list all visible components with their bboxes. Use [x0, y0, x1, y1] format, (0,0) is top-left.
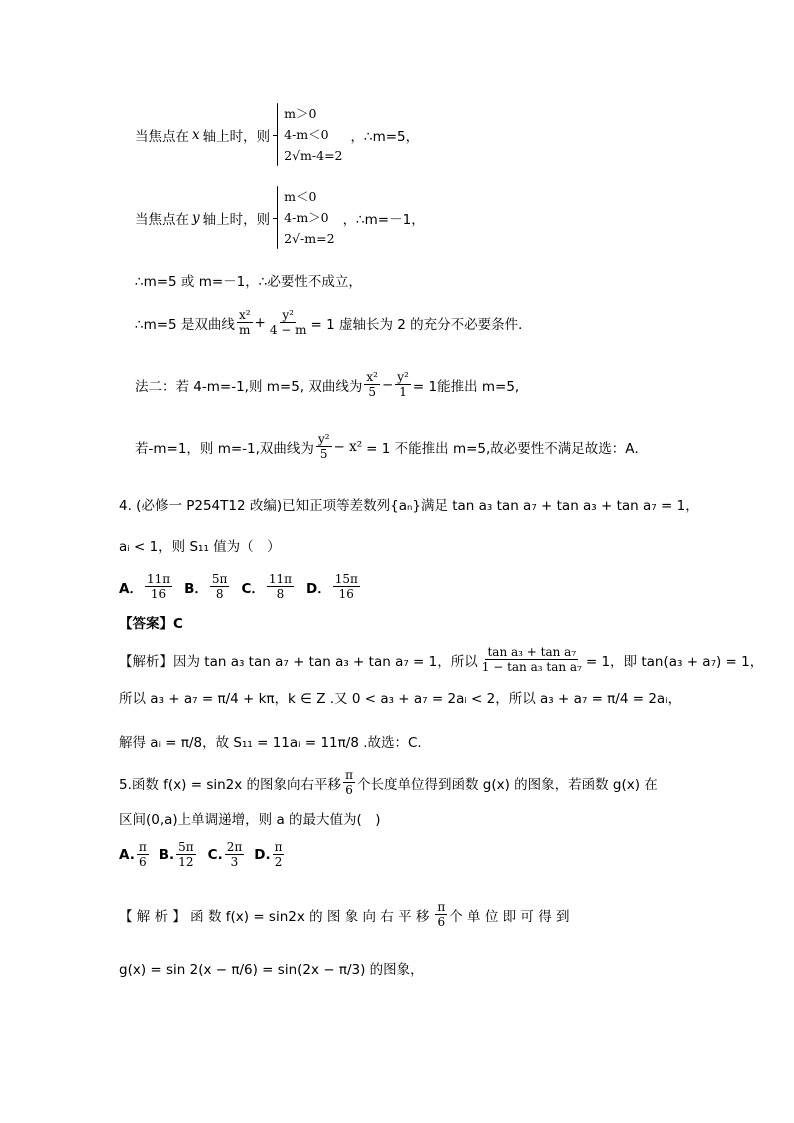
q4-option-c-label: C． [241, 580, 265, 597]
q5-option-d-label: D. [254, 846, 271, 863]
q5-analysis-fraction: $\frac{\pi}{6}$ [437, 900, 446, 929]
q5-stem-1-post: 个长度单位得到函数 g(x) 的图象，若函数 g(x) 在 [356, 776, 658, 793]
q4-option-b[interactable]: $\frac{5\pi}{8}$ [211, 572, 228, 601]
hyperbola-line-1 [135, 308, 532, 337]
fraction-x2-m: $\frac{\text{x²}}{m}$ [238, 308, 251, 337]
q4-analysis-2 [119, 687, 681, 707]
system-row: 2√-m=2 [284, 231, 335, 246]
equation-system-x [274, 103, 342, 166]
q4-stem-2-text: aᵢ < 1，则 S₁₁ 值为（ ） [119, 539, 281, 555]
left-brace-icon [274, 186, 280, 249]
system-row: m＜0 [284, 189, 317, 204]
q4-options [119, 572, 362, 601]
q4-analysis-fraction: $\frac{\text{tan a₃ + tan a₇}}{\text{1 − tan a₃ tan a₇}}$ [481, 645, 582, 674]
case-x-tail: ，∴m=5， [350, 128, 420, 145]
case-y-axis-line [135, 186, 425, 249]
plus-sign: + [254, 314, 266, 331]
q5-option-d[interactable]: $\frac{\pi}{2}$ [274, 840, 283, 869]
q5-analysis-2 [119, 958, 424, 978]
system-row: 4-m＞0 [284, 210, 329, 225]
q4-analysis-1-post: = 1，即 tan(a₃ + a₇) = 1， [585, 653, 764, 670]
q4-analysis-2-text: 所以 a₃ + a₇ = π/4 + kπ，k ∈ Z .又 0 < a₃ + a₇ = 2aᵢ < 2，所以 a₃ + a₇ = π/4 = 2aᵢ， [119, 691, 682, 707]
q5-analysis-1-post: 个 单 位 即 可 得 到 [449, 908, 570, 925]
minus-x2: − x² [333, 438, 363, 455]
q4-analysis-3 [119, 731, 422, 751]
q4-option-d[interactable]: $\frac{15\pi}{16}$ [334, 572, 358, 601]
var-x: x [192, 126, 200, 143]
q4-option-c[interactable]: $\frac{11\pi}{8}$ [268, 572, 293, 601]
method-two-line [135, 370, 519, 399]
fraction-y2-5: $\frac{\text{y²}}{5}$ [317, 432, 330, 461]
case-x-pre: 当焦点在 [135, 128, 189, 145]
fraction-y2-1: $\frac{\text{y²}}{1}$ [397, 370, 409, 399]
case-x-axis-line [135, 103, 419, 166]
q5-option-c-label: C. [207, 846, 223, 863]
negative-case-post: = 1 不能推出 m=5,故必要性不满足故选：A． [366, 440, 649, 457]
fraction-x2-5: $\frac{\text{x²}}{5}$ [366, 370, 378, 399]
case-x-post: 轴上时，则 [202, 128, 271, 145]
q4-option-a[interactable]: $\frac{11\pi}{16}$ [146, 572, 171, 601]
q4-stem [119, 494, 699, 514]
conclusion-line [135, 270, 362, 290]
case-y-pre: 当焦点在 [135, 211, 189, 228]
negative-case-pre: 若-m=1，则 m=-1,双曲线为 [135, 440, 314, 457]
q5-stem-2 [119, 808, 381, 828]
q5-option-b[interactable]: $\frac{5\pi}{12}$ [178, 840, 194, 869]
negative-case-line [135, 432, 648, 461]
case-y-tail: ，∴m=－1， [342, 211, 425, 228]
left-brace-icon [274, 103, 280, 166]
hyperbola-1-post: = 1 虚轴长为 2 的充分不必要条件． [310, 316, 532, 333]
var-y: y [192, 209, 200, 226]
system-row: 4-m＜0 [284, 127, 329, 142]
fraction-y2-4-m: $\frac{\text{y²}}{4 - m}$ [269, 308, 307, 337]
q5-options [119, 840, 286, 869]
equation-system-y [274, 186, 334, 249]
q5-option-a-label: A. [119, 846, 135, 863]
q4-stem-text: 4. (必修一 P254T12 改编)已知正项等差数列{aₙ}满足 tan a₃ tan a₇ + tan a₃ + tan a₇ = 1， [119, 498, 699, 514]
q4-option-a-label: A． [119, 580, 143, 597]
q5-shift-fraction: $\frac{\pi}{6}$ [345, 768, 353, 797]
q4-analysis-3-text: 解得 aᵢ = π/8，故 S₁₁ = 11aᵢ = 11π/8 .故选：C. [119, 735, 422, 751]
q5-stem-2-text: 区间(0,a)上单调递增，则 a 的最大值为( ) [119, 812, 381, 828]
hyperbola-1-pre: ∴m=5 是双曲线 [135, 316, 235, 333]
q4-analysis-1-pre: 【解析】因为 tan a₃ tan a₇ + tan a₃ + tan a₇ = 1，所以 [119, 653, 478, 670]
q5-analysis-1-text: 【 解 析 】 函 数 f(x) = sin2x 的 图 象 向 右 平 移 [119, 908, 430, 925]
conclusion-text: ∴m=5 或 m=－1，∴必要性不成立， [135, 274, 362, 290]
q5-option-c[interactable]: $\frac{2\pi}{3}$ [226, 840, 243, 869]
system-row: 2√m-4=2 [284, 148, 343, 163]
q4-option-d-label: D． [306, 580, 331, 597]
minus-sign: − [381, 376, 394, 393]
method-two-pre: 法二：若 4-m=-1,则 m=5, 双曲线为 [135, 378, 363, 395]
q4-stem-2 [119, 535, 281, 555]
q5-analysis-2-text: g(x) = sin 2(x − π/6) = sin(2x − π/3) 的图象， [119, 962, 424, 978]
q5-stem-1-pre: 5.函数 f(x) = sin2x 的图象向右平移 [119, 776, 342, 793]
q5-stem-1 [119, 768, 658, 797]
q5-option-a[interactable]: $\frac{\pi}{6}$ [138, 840, 147, 869]
q5-option-b-label: B. [158, 846, 175, 863]
case-y-post: 轴上时，则 [202, 211, 271, 228]
q5-analysis-1 [119, 900, 570, 929]
q4-analysis-1 [119, 645, 763, 674]
q4-answer [119, 612, 183, 632]
q4-answer-text: 【答案】C [119, 616, 183, 632]
q4-option-b-label: B． [184, 580, 208, 597]
system-row: m＞0 [284, 106, 317, 121]
method-two-post: = 1能推出 m=5, [412, 378, 520, 395]
